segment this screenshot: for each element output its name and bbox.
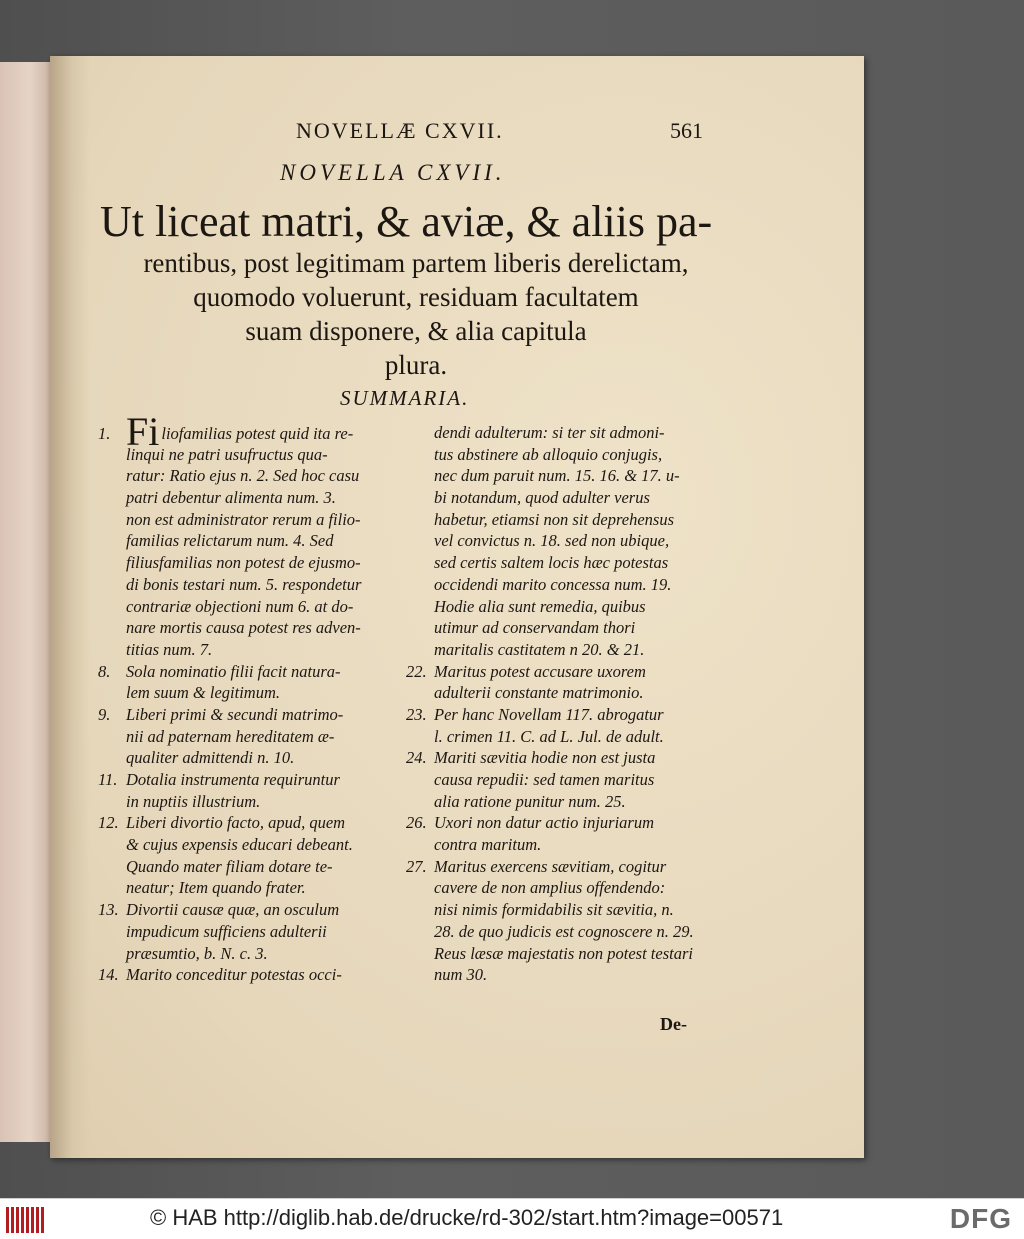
summary-line — [98, 487, 406, 509]
summary-text: habetur, etiamsi non sit deprehensus — [434, 509, 674, 529]
dfg-logo: DFG — [949, 1203, 1012, 1234]
viewer-footer — [0, 1198, 1024, 1239]
summary-line — [98, 791, 406, 813]
summary-number: 12. — [98, 813, 119, 833]
summary-line — [406, 812, 716, 834]
summary-text: & cujus expensis educari debeant. — [126, 835, 353, 855]
summary-line — [98, 769, 406, 791]
summary-text: Uxori non datur actio injuriarum — [434, 813, 655, 833]
summary-text: sed certis saltem locis hæc potestas — [434, 553, 669, 573]
title-line: quomodo voluerunt, residuam facultatem — [193, 282, 639, 312]
summary-text: neatur; Item quando frater. — [126, 878, 306, 898]
summary-number: 23. — [406, 704, 427, 724]
summary-line — [98, 834, 406, 856]
summary-text: 28. de quo judicis est cognoscere n. 29. — [434, 921, 694, 941]
summary-text: nare mortis causa potest res adven- — [126, 618, 361, 638]
summary-text: Liberi primi & secundi matrimo- — [126, 704, 344, 724]
page-number: 561 — [670, 118, 703, 143]
summary-text: qualiter admittendi n. 10. — [126, 748, 295, 768]
summary-text: nisi nimis formidabilis sit sævitia, n. — [434, 900, 674, 920]
summary-text: tus abstinere ab alloquio conjugis, — [434, 444, 663, 464]
summary-line — [406, 639, 716, 661]
summary-text: liofamilias potest quid ita re- — [161, 424, 354, 443]
summary-line — [98, 530, 406, 552]
summary-line — [98, 509, 406, 531]
summary-text: Hodie alia sunt remedia, quibus — [434, 596, 646, 616]
summary-text: lem suum & legitimum. — [126, 683, 280, 703]
summary-line — [98, 552, 406, 574]
summary-line — [406, 574, 716, 596]
summary-number: 9. — [98, 704, 111, 724]
summary-number: 8. — [98, 661, 111, 681]
summary-text: alia ratione punitur num. 25. — [434, 791, 626, 811]
summary-text: causa repudii: sed tamen maritus — [434, 770, 655, 789]
summary-line — [98, 465, 406, 487]
summary-line — [98, 899, 406, 921]
summary-line — [98, 921, 406, 943]
summary-text: nec dum paruit num. 15. 16. & 17. u- — [434, 466, 680, 486]
drop-cap: Fi — [126, 409, 160, 454]
title-line: plura. — [384, 350, 448, 380]
summary-line — [98, 877, 406, 899]
catchword: De- — [660, 1014, 687, 1034]
summary-text: dendi adulterum: si ter sit admoni- — [434, 423, 665, 442]
summary-line — [406, 834, 716, 856]
summary-line — [98, 682, 406, 704]
running-head: NOVELLÆ CXVII. — [296, 118, 504, 143]
summary-text: non est administrator rerum a filio- — [126, 509, 361, 529]
summary-number: 24. — [406, 748, 427, 768]
summary-line — [406, 682, 716, 704]
summary-line — [406, 726, 716, 748]
title-line: rentibus, post legitimam partem liberis derelictam, — [143, 248, 689, 278]
summary-number: 26. — [406, 813, 427, 833]
title-line: suam disponere, & alia capitula — [245, 316, 587, 346]
summary-line — [406, 509, 716, 531]
summary-text: impudicum sufficiens adulterii — [126, 921, 327, 941]
summary-line — [406, 791, 716, 813]
summary-line — [98, 704, 406, 726]
summary-line — [406, 661, 716, 683]
summary-line — [98, 444, 406, 466]
summary-line — [98, 747, 406, 769]
title-line: Ut liceat matri, & aviæ, & aliis pa- — [100, 197, 713, 246]
summary-text: di bonis testari num. 5. respondetur — [126, 574, 362, 594]
novella-heading: NOVELLA CXVII. — [280, 160, 506, 185]
summary-number: 27. — [406, 856, 427, 876]
summary-text: Divortii causæ quæ, an osculum — [126, 900, 340, 920]
source-credit-link[interactable]: © HAB http://diglib.hab.de/drucke/rd-302/start.htm?image=00571 — [150, 1205, 784, 1230]
summary-text: titias num. 7. — [126, 639, 213, 659]
summary-column-left — [98, 409, 406, 986]
hab-logo-icon — [6, 1207, 50, 1233]
summary-text: adulterii constante matrimonio. — [434, 683, 644, 703]
summary-text: ratur: Ratio ejus n. 2. Sed hoc casu — [126, 466, 360, 486]
summary-text: occidendi marito concessa num. 19. — [434, 574, 672, 594]
summary-line — [98, 943, 406, 965]
summary-line — [406, 704, 716, 726]
summary-line — [98, 812, 406, 834]
summary-line — [98, 574, 406, 596]
summary-line — [406, 530, 716, 552]
summary-line — [406, 465, 716, 487]
summary-text: patri debentur alimenta num. 3. — [126, 488, 336, 508]
summary-number: 11. — [98, 770, 118, 789]
previous-page-edge — [0, 62, 52, 1142]
summary-line — [406, 943, 716, 965]
summary-line — [98, 596, 406, 618]
summary-text: præsumtio, b. N. c. 3. — [126, 943, 268, 963]
summary-text: contra maritum. — [434, 835, 542, 855]
summary-text: filiusfamilias non potest de ejusmo- — [126, 553, 361, 573]
summary-text: Marito conceditur potestas occi- — [126, 965, 342, 985]
summary-text: Reus læsæ majestatis non potest testari — [434, 943, 693, 963]
book-page — [50, 56, 864, 1158]
summary-text: Mariti sævitia hodie non est justa — [434, 748, 656, 768]
summary-number: 22. — [406, 661, 427, 681]
summary-number: 14. — [98, 965, 119, 985]
chapter-title — [90, 198, 742, 382]
summary-text: l. crimen 11. C. ad L. Jul. de adult. — [434, 726, 664, 746]
summary-line — [98, 964, 406, 986]
summary-text: Maritus potest accusare uxorem — [434, 661, 646, 681]
summary-line — [406, 596, 716, 618]
summary-text: bi notandum, quod adulter verus — [434, 488, 650, 508]
summary-line — [406, 444, 716, 466]
summary-text: Quando mater filiam dotare te- — [126, 856, 333, 876]
summary-text: vel convictus n. 18. sed non ubique, — [434, 531, 670, 551]
summary-number: 13. — [98, 900, 119, 920]
summary-line — [406, 899, 716, 921]
summary-line — [406, 422, 716, 444]
summary-text: Liberi divortio facto, apud, quem — [126, 813, 346, 833]
summary-text: maritalis castitatem n 20. & 21. — [434, 639, 645, 659]
summary-text: cavere de non amplius offendendo: — [434, 878, 666, 898]
summary-line — [406, 964, 716, 986]
summary-text: Maritus exercens sævitiam, cogitur — [434, 856, 667, 876]
summary-text: linqui ne patri usufructus qua- — [126, 444, 328, 464]
summary-line — [98, 661, 406, 683]
summary-text: Sola nominatio filii facit natura- — [126, 661, 341, 681]
summary-text: num 30. — [434, 965, 488, 985]
summary-text: Dotalia instrumenta requiruntur — [126, 770, 340, 789]
summary-text: nii ad paternam hereditatem æ- — [126, 726, 335, 746]
summary-line — [406, 877, 716, 899]
summary-line — [98, 617, 406, 639]
summary-line — [406, 617, 716, 639]
summary-text: familias relictarum num. 4. Sed — [126, 531, 334, 551]
summary-column-right — [406, 422, 716, 986]
summary-line — [406, 856, 716, 878]
summary-line — [406, 487, 716, 509]
summary-line — [406, 769, 716, 791]
summary-line — [98, 639, 406, 661]
summary-line — [98, 726, 406, 748]
page-gutter-shadow — [50, 56, 90, 1158]
summary-line — [406, 747, 716, 769]
summary-number: 1. — [98, 424, 111, 443]
summary-text: in nuptiis illustrium. — [126, 791, 261, 811]
summaria-heading: SUMMARIA. — [340, 386, 470, 410]
summary-text: contrariæ objectioni num 6. at do- — [126, 596, 354, 616]
summary-line — [406, 921, 716, 943]
summary-line — [98, 856, 406, 878]
summary-text: utimur ad conservandam thori — [434, 618, 636, 638]
summary-line — [406, 552, 716, 574]
summary-text: Per hanc Novellam 117. abrogatur — [434, 704, 664, 724]
